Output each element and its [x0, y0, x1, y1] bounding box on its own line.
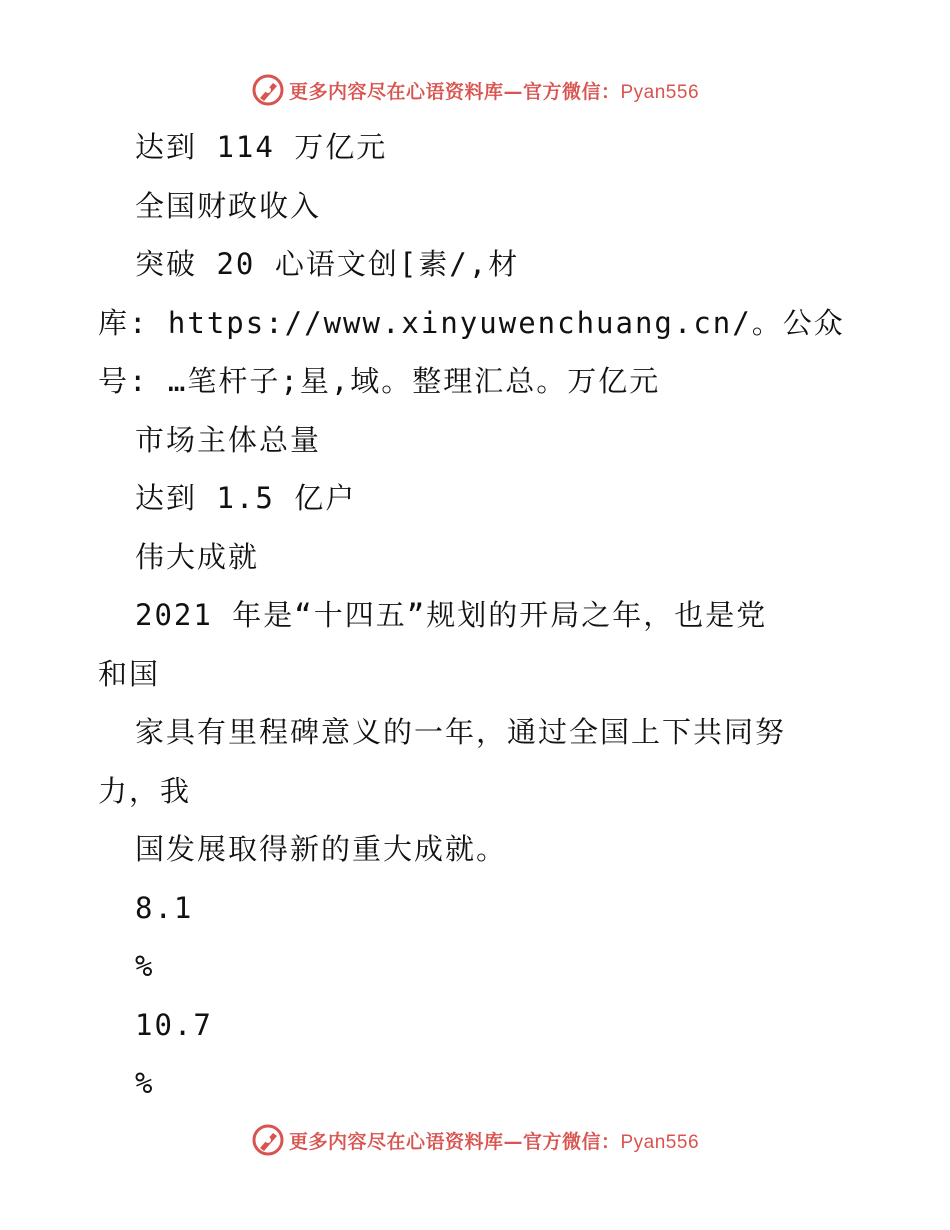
text-line: 8.1 [135, 890, 194, 925]
text-line: 市场主体总量 [135, 422, 322, 457]
footer-watermark [0, 1120, 950, 1160]
text-line: 力，我 [98, 773, 192, 808]
text-line: 库: https://www.xinyuwenchuang.cn/。公众 [98, 305, 845, 340]
text-line: 达到 114 万亿元 [135, 130, 388, 164]
text-line: 和国 [98, 656, 161, 691]
text-line: 伟大成就 [135, 539, 260, 574]
watermark-text: 更多内容尽在心语资料库—官方微信：Pyan556 [288, 80, 700, 103]
text-line: 国发展取得新的重大成就。 [135, 832, 508, 866]
text-line: % [135, 949, 155, 983]
document-body [98, 118, 898, 1113]
text-line: 全国财政收入 [135, 188, 322, 223]
pen-logo-icon [251, 73, 285, 107]
watermark-text: 更多内容尽在心语资料库—官方微信：Pyan556 [288, 1130, 700, 1153]
text-line: 达到 1.5 亿户 [135, 481, 357, 515]
text-line: 号: …笔杆子;星,域。整理汇总。万亿元 [98, 364, 661, 398]
text-line: % [135, 1066, 155, 1100]
pen-logo-icon [251, 1123, 285, 1157]
header-watermark [0, 70, 950, 110]
text-line: 突破 20 心语文创[素/,材 [135, 247, 520, 281]
text-line: 家具有里程碑意义的一年，通过全国上下共同努 [135, 715, 787, 749]
text-line: 10.7 [135, 1007, 213, 1042]
text-line: 2021 年是“十四五”规划的开局之年，也是党 [135, 598, 768, 632]
